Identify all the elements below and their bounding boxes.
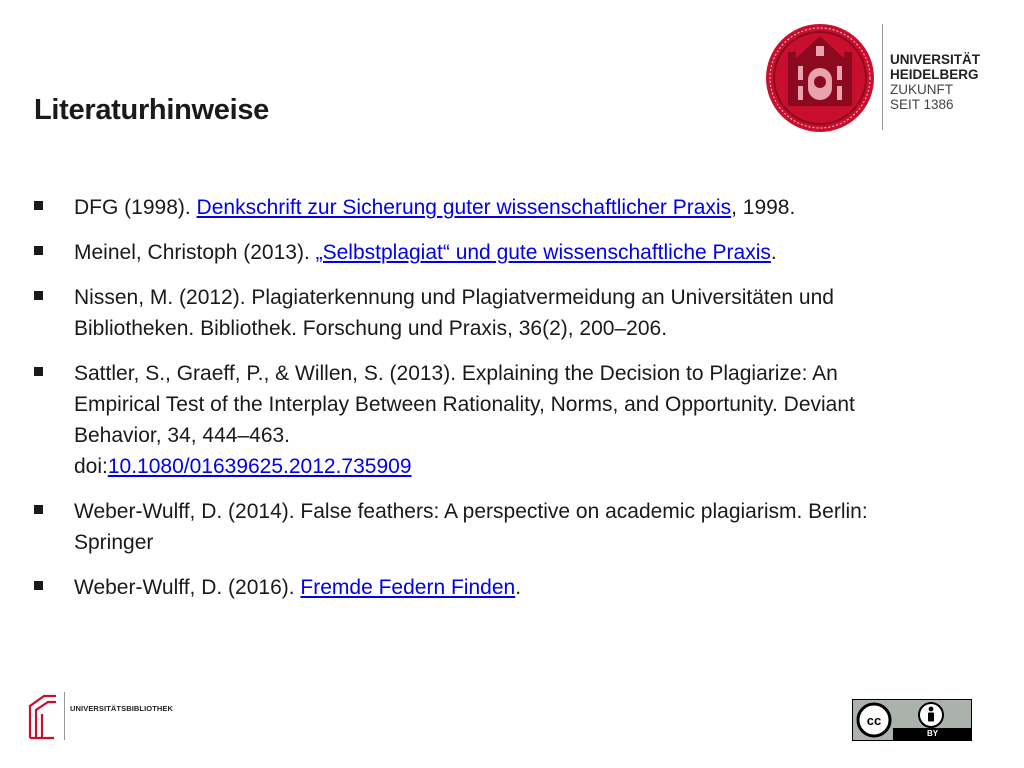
university-seal-icon: [764, 22, 876, 134]
logo-line-2: HEIDELBERG: [890, 67, 979, 82]
cc-symbol: cc: [866, 713, 882, 728]
bullet-icon: [34, 201, 43, 210]
logo-text: [890, 52, 980, 112]
reference-list: [34, 192, 894, 617]
reference-item: [34, 572, 894, 603]
logo-line-4: SEIT 1386: [890, 97, 954, 112]
logo-line-1: UNIVERSITÄT: [890, 52, 981, 67]
university-logo: [764, 20, 984, 132]
library-logo: [24, 690, 204, 742]
reference-text: DFG (1998).: [74, 196, 197, 219]
doi-prefix: doi:: [74, 455, 108, 478]
reference-text: Weber-Wulff, D. (2014). False feathers: A perspective on academic plagiarism. Berlin: Springer: [74, 500, 868, 554]
reference-text: .: [770, 241, 777, 264]
reference-item: [34, 282, 894, 344]
library-divider: [64, 692, 65, 740]
bullet-icon: [34, 367, 43, 376]
bullet-icon: [34, 581, 43, 590]
cc-license-badge: [852, 699, 972, 741]
reference-link[interactable]: „Selbstplagiat“ und gute wissenschaftliche Praxis: [315, 241, 771, 264]
cc-icon: [855, 701, 893, 739]
reference-text: .: [515, 576, 522, 599]
doi-link[interactable]: 10.1080/01639625.2012.735909: [107, 455, 412, 478]
bullet-icon: [34, 246, 43, 255]
reference-text: Meinel, Christoph (2013).: [74, 241, 316, 264]
reference-text: Nissen, M. (2012). Plagiaterkennung und Plagiatvermeidung an Universitäten und Bibliotheken. Bibliothek. Forschung und Praxis, 36(2), 200–206.: [74, 286, 834, 340]
reference-text: Weber-Wulff, D. (2016).: [74, 576, 301, 599]
license-by-label: BY: [893, 728, 972, 740]
reference-link[interactable]: Denkschrift zur Sicherung guter wissenschaftlicher Praxis: [196, 196, 732, 219]
reference-link[interactable]: Fremde Federn Finden: [300, 576, 516, 599]
reference-text: , 1998.: [731, 196, 796, 219]
reference-item: [34, 496, 894, 558]
logo-divider: [882, 24, 883, 130]
logo-line-3: ZUKUNFT: [890, 82, 953, 97]
library-label: UNIVERSITÄTSBIBLIOTHEK: [70, 704, 174, 713]
reference-item: [34, 237, 894, 268]
attribution-icon: [917, 701, 945, 729]
bullet-icon: [34, 505, 43, 514]
bullet-icon: [34, 291, 43, 300]
reference-item: [34, 192, 894, 223]
reference-item: [34, 358, 894, 482]
slide-title: Literaturhinweise: [34, 94, 270, 126]
reference-text: Sattler, S., Graeff, P., & Willen, S. (2013). Explaining the Decision to Plagiarize: An Empirical Test of the Interplay Between Rationality, Norms, and Opportunity. Deviant Behavior, 34, 444–463.: [74, 362, 855, 447]
library-logo-icon: [24, 692, 60, 742]
